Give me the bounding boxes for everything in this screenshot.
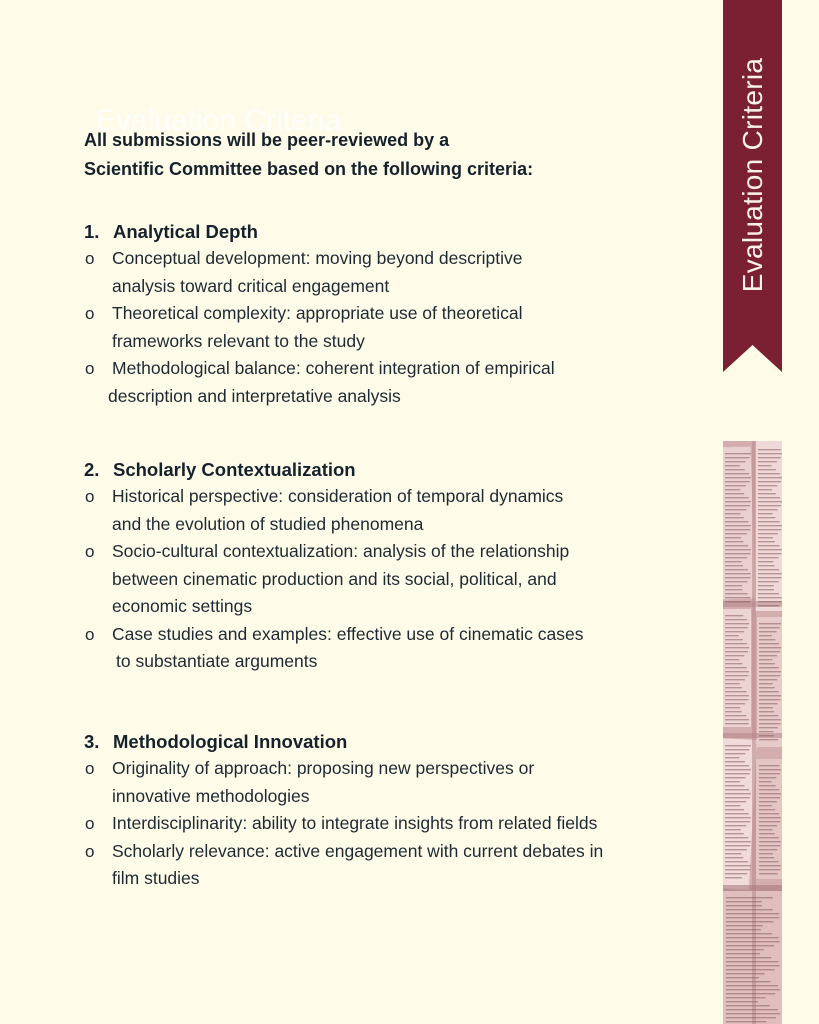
page-text-line [726,937,779,938]
page-text-line [759,857,774,858]
page-text-line [725,615,743,616]
page-text-line [759,635,772,636]
page-text-line [725,509,746,510]
intro-line-1: All submissions will be peer-reviewed by a [84,130,450,150]
page-text-line [725,577,751,578]
bullet-marker: o [85,359,95,378]
page-text-line [725,569,748,570]
page-text-line [726,933,772,934]
list-item [84,483,704,538]
page-text-line [725,715,746,716]
page-text-line [758,509,778,510]
page-text-line [725,761,745,762]
page-text-line [758,465,772,466]
page-text-line [758,601,782,602]
page-text-line [725,797,750,798]
page-text-line [726,949,764,950]
page-text-line [759,655,777,656]
bullet-marker: o [85,304,95,323]
faint-title-watermark: Evaluation Criteria [96,104,342,137]
page-text-line [725,457,750,458]
page-text-line [758,569,779,570]
page-text-line [759,841,781,842]
page-text-line [725,769,751,770]
page-text-line [759,853,773,854]
page-text-line [725,505,750,506]
page-text-line [726,985,778,986]
page-text-line [725,793,751,794]
page-text-line [726,981,771,982]
page-text-line [759,695,781,696]
page-text-line [725,861,748,862]
list-item-line: Methodological balance: coherent integration of empirical [112,358,555,378]
section-title [84,218,704,245]
page-text-line [725,655,745,656]
page-text-line [725,549,751,550]
page-text-line [725,865,751,866]
page-text-line [758,485,777,486]
criteria-list [84,755,704,893]
page-text-line [758,561,773,562]
page-text-line [759,623,781,624]
section-number: 1. [84,221,100,242]
page-text-line [726,989,780,990]
page-text-line [758,521,780,522]
list-item-line: innovative methodologies [112,785,310,806]
list-item-line: Conceptual development: moving beyond descriptive [112,248,523,268]
page-text-line [759,667,779,668]
page-text-line [759,715,779,716]
page-text-line [726,957,771,958]
list-item [84,810,704,838]
page-text-line [725,711,742,712]
list-item [84,300,704,355]
page-text-line [758,593,779,594]
page-text-line [726,917,779,918]
page-text-line [725,821,750,822]
page-text-line [759,817,781,818]
page-text-line [759,727,778,728]
section-title-text: Scholarly Contextualization [113,459,356,480]
list-item [84,838,704,893]
list-item-line: economic settings [112,596,253,616]
page-text-line [725,477,751,478]
page-text-line [758,573,782,574]
page-text-line [758,529,781,530]
page-text-line [759,699,780,700]
bullet-marker: o [85,249,95,268]
page-text-line [725,537,741,538]
page-text-line [758,469,776,470]
page-text-line [725,639,743,640]
book-pages-illustration [723,441,782,1024]
bullet-marker: o [85,542,95,561]
section-title [84,728,704,755]
page-text-line [725,521,749,522]
page-text-line [759,735,774,736]
page-text-line [759,631,777,632]
page-text-line [726,941,780,942]
page-text-line [758,537,773,538]
page-text-line [759,781,772,782]
page-text-line [726,973,765,974]
page-text-line [725,749,749,750]
page-text-line [726,901,762,902]
page-text-line [759,719,781,720]
page-text-line [758,565,775,566]
page-text-line [759,627,780,628]
ribbon-label [723,0,782,340]
list-item-line: film studies [112,868,200,888]
page-text-line [759,679,777,680]
bullet-marker: o [85,624,95,644]
page-text-line [726,945,774,946]
list-item-line: Scholarly relevance: active engagement with current debates in [112,840,604,861]
page-text-line [725,825,746,826]
page-text-line [725,573,751,574]
page-text-line [759,849,777,850]
list-item-line: Socio-cultural contextualization: analysis of the relationship [112,541,570,561]
page-text-line [726,1013,780,1014]
page-text-line [759,789,779,790]
page-text-line [726,925,763,926]
page-text-line [759,703,778,704]
page-text-line [725,469,745,470]
page-text-line [725,557,747,558]
page-text-line [725,679,745,680]
page-text-line [725,553,750,554]
list-item-line: frameworks relevant to the study [112,330,365,351]
page-text-line [759,769,781,770]
list-item-line: between cinematic production and its social, political, and [112,568,557,589]
page-text-line [726,1005,770,1006]
page-text-line [725,663,743,664]
page-text-line [725,485,746,486]
page-text-line [759,785,776,786]
page-text-line [725,765,749,766]
ribbon-label-text: Evaluation Criteria [736,57,768,293]
page-text-line [758,597,782,598]
page-text-line [726,965,780,966]
section-title-text: Methodological Innovation [113,731,348,752]
page-text-line [725,781,740,782]
page-text-line [726,997,766,998]
page-text-line [725,873,747,874]
intro-paragraph [84,126,684,184]
page-text-line [725,631,744,632]
page-text-line [758,481,781,482]
page-text-line [725,601,751,602]
page-text-line [759,731,773,732]
page-text-line [725,545,748,546]
page-text-line [725,643,747,644]
section-number: 2. [84,459,100,480]
page-text-line [758,517,775,518]
page-text-line [725,849,747,850]
page-text-line [759,647,781,648]
page-text-line [759,659,772,660]
page-text-line [725,593,748,594]
page-text-line [725,647,749,648]
page-text-line [759,663,775,664]
page-text-line [725,853,741,854]
criteria-list [84,245,704,410]
book-pages-photo-strip [723,441,782,1024]
criteria-section-scholarly-contextualization [84,456,704,676]
page-text-line [725,619,747,620]
page-text-line [759,675,780,676]
page-text-line [725,675,748,676]
page-text-line [725,703,745,704]
page-text-line [725,757,739,758]
page-text-line [759,793,781,794]
page-text-line [725,777,746,778]
list-item-line: analysis toward critical engagement [112,275,390,296]
page-text-line [758,449,781,450]
page-text-line [758,605,779,606]
page-text-line [726,961,779,962]
page-text-line [725,497,749,498]
page-text-line [759,801,777,802]
page-text-line [725,801,746,802]
page-text-line [759,865,781,866]
page-text-line [725,493,744,494]
bullet-marker: o [85,759,95,778]
page-text-line [726,969,775,970]
page-text-line [758,581,779,582]
page-text-line [726,1021,767,1022]
page-text-line [725,581,747,582]
page-text-line [725,833,744,834]
list-item-line: description and interpretative analysis [108,385,401,406]
list-item-line: and the evolution of studied phenomena [112,513,424,534]
page-text-line [726,993,775,994]
page-text-line [726,953,760,954]
page-text-line [725,589,742,590]
list-item-line: Interdisciplinarity: ability to integrate insights from related fields [112,813,598,833]
page-text-line [759,777,776,778]
page-text-line [725,837,749,838]
page-text-line [759,797,780,798]
page-text-line [725,525,751,526]
page-text-line [726,897,773,898]
page-text-line [725,745,751,746]
page-text-line [758,541,775,542]
page-text-line [726,913,779,914]
page-text-line [725,533,747,534]
page-text-line [759,845,780,846]
page-text-line [758,557,778,558]
section-title [84,456,704,483]
page-text-line [758,513,773,514]
page-text-line [725,489,740,490]
page-text-line [758,589,774,590]
page-text-line [726,921,773,922]
page-text-line [725,513,741,514]
page-text-line [759,671,781,672]
page-text-line [758,545,780,546]
page-text-line [725,529,750,530]
page-text-line [725,719,749,720]
page-text-line [725,877,742,878]
page-text-line [758,505,781,506]
page-text-line [758,461,777,462]
page-text-line [758,553,781,554]
page-text-line [725,841,751,842]
page-text-line [725,829,741,830]
list-item [84,245,704,300]
page-text-line [759,683,773,684]
page-text-line [759,837,779,838]
page-text-line [759,809,775,810]
page-text-line [759,805,772,806]
page-text-line [725,659,739,660]
page-text-line [725,481,750,482]
page-text-line [758,533,778,534]
page-text-line [725,699,748,700]
page-text-line [725,753,745,754]
page-text-line [759,687,775,688]
list-item-line: to substantiate arguments [116,651,318,671]
page-text-line [759,651,780,652]
page-text-line [726,1001,758,1002]
page-text-line [759,739,778,740]
page-text-line [725,687,742,688]
list-item [84,355,704,410]
page-text-line [725,707,740,708]
list-item [84,538,704,621]
page-text-line [759,813,779,814]
page-text-line [758,585,774,586]
page-text-line [725,857,743,858]
list-item [84,755,704,810]
page-text-line [725,667,747,668]
page-text-line [759,643,779,644]
page-text-line [725,461,746,462]
page-text-line [725,671,749,672]
page-text-line [758,525,782,526]
criteria-section-analytical-depth [84,218,704,410]
page-text-line [725,789,749,790]
page-text-line [725,845,750,846]
page-text-line [725,541,743,542]
list-item-line: Originality of approach: proposing new perspectives or [112,758,535,778]
page-text-line [725,695,749,696]
page-text-line [725,817,751,818]
list-item-line: Theoretical complexity: appropriate use of theoretical [112,303,523,323]
page-text-line [759,773,780,774]
page-text-line [725,517,744,518]
page-text-line [759,639,775,640]
page-text-line [759,825,777,826]
page-text-line [758,549,782,550]
page-text-line [725,623,749,624]
page-text-line [758,577,782,578]
list-item [84,621,704,676]
page-text-line [725,691,747,692]
page-text-line [726,909,773,910]
page-text-line [725,723,749,724]
page-text-line [725,453,751,454]
bullet-marker: o [85,841,95,861]
criteria-list [84,483,704,676]
section-number: 3. [84,731,100,752]
page-text-line [758,453,782,454]
page-text-line [759,829,772,830]
page-text-line [725,635,739,636]
page-text-line [725,565,743,566]
page-text-line [759,873,778,874]
page-text-line [725,805,740,806]
page-text-line [759,869,781,870]
page-text-line [725,813,749,814]
criteria-section-methodological-innovation [84,728,704,893]
page-text-line [726,1009,778,1010]
intro-line-2: Scientific Committee based on the following criteria: [84,159,534,179]
page-text-line [725,651,748,652]
page-text-line [725,473,749,474]
page-text-line [759,833,775,834]
page-text-line [725,773,750,774]
page-text-line [758,501,782,502]
page-text-line [758,493,776,494]
page-text-line [759,711,774,712]
page-text-line [758,457,781,458]
page-text-line [725,561,742,562]
section-title-text: Analytical Depth [113,221,258,242]
page-text-line [759,861,779,862]
page-text-line [725,501,751,502]
page-text-line [725,627,748,628]
page-text-line [725,597,751,598]
page-text-line [725,785,745,786]
page-text-line [726,977,759,978]
page-text-line [726,1017,776,1018]
page-text-line [725,869,750,870]
page-text-line [759,821,780,822]
page-text-line [758,477,782,478]
page-text-line [759,723,781,724]
page-text-line [759,691,779,692]
page-text-line [758,497,780,498]
page-text-line [725,585,742,586]
page-text-line [758,473,780,474]
page-text-line [725,683,740,684]
page-text-line [759,707,773,708]
page-text-line [725,465,740,466]
page-text-line [758,489,772,490]
bullet-marker: o [85,814,95,833]
bullet-marker: o [85,487,95,506]
list-item-line: Case studies and examples: effective use of cinematic cases [112,623,584,644]
list-item-line: Historical perspective: consideration of temporal dynamics [112,486,564,506]
page-text-line [759,765,780,766]
page-text-line [726,929,761,930]
page-text-line [726,905,762,906]
page-text-line [725,809,744,810]
